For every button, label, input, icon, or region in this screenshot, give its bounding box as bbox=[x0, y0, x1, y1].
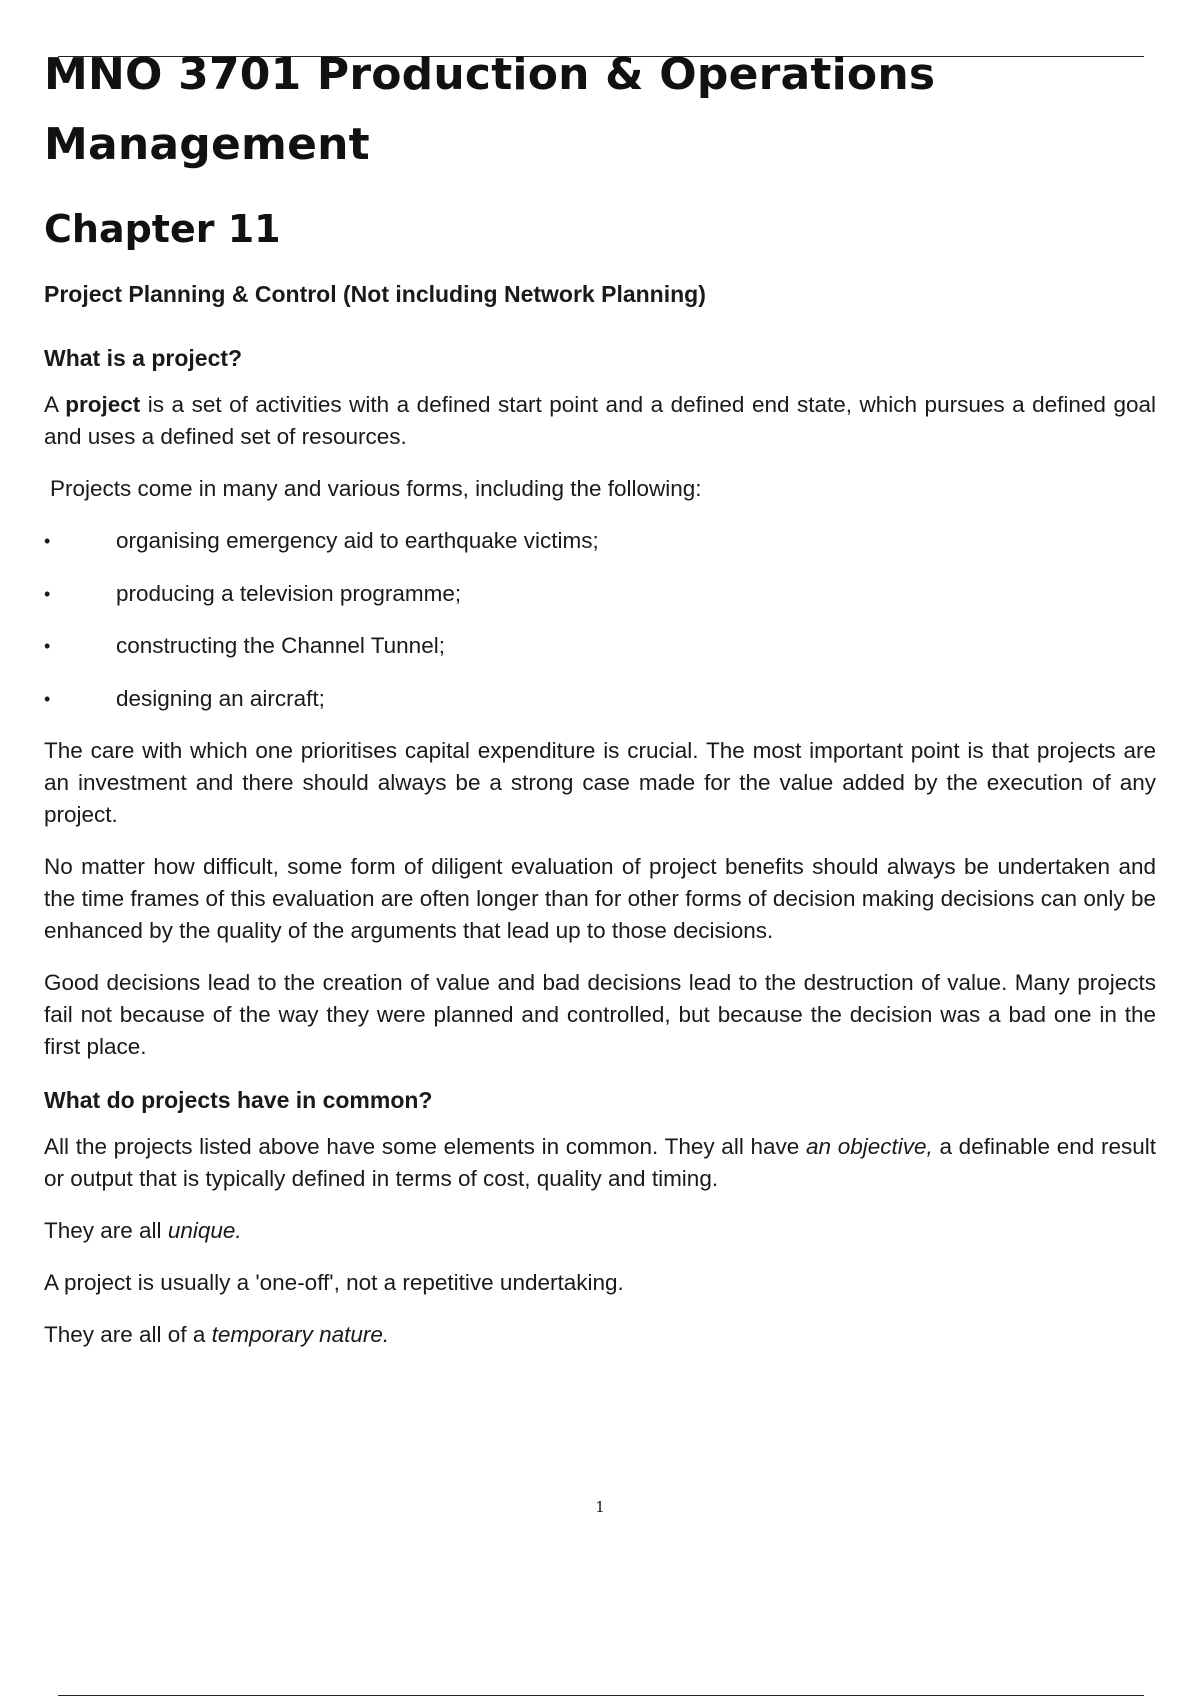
bullet-icon: • bbox=[44, 583, 51, 604]
section-heading-what-is-project: What is a project? bbox=[44, 345, 243, 371]
list-item: • organising emergency aid to earthquake victims; bbox=[44, 525, 1156, 557]
project-term: project bbox=[65, 392, 141, 417]
footer-rule bbox=[58, 1695, 1144, 1696]
chapter-subtitle: Project Planning & Control (Not including Network Planning) bbox=[44, 281, 706, 307]
bullet-icon: • bbox=[44, 688, 51, 709]
list-item: • producing a television programme; bbox=[44, 578, 1156, 610]
paragraph-unique: They are all unique. bbox=[44, 1217, 242, 1243]
title-line-2: Management bbox=[44, 119, 370, 170]
document-page bbox=[44, 40, 1156, 1351]
page-number: 1 bbox=[595, 1498, 605, 1516]
project-definition: A project is a set of activities with a defined start point and a defined end state, which pursues a defined goal and uses a defined set of resources. bbox=[44, 392, 1156, 449]
bullet-icon: • bbox=[44, 531, 51, 551]
chapter-heading: Chapter 11 bbox=[44, 207, 281, 251]
project-examples-list bbox=[44, 525, 1156, 715]
paragraph-evaluation: No matter how difficult, some form of diligent evaluation of project benefits should always be undertaken and the time frames of this evaluation are often longer than for other forms of decision making decisions can only be enhanced by the quality of the arguments that lead up to those decisions. bbox=[44, 853, 1156, 943]
list-item: • designing an aircraft; bbox=[44, 683, 1156, 715]
list-item: • constructing the Channel Tunnel; bbox=[44, 630, 1156, 662]
title-line-1: MNO 3701 Production & Operations bbox=[44, 49, 936, 100]
section-heading-common: What do projects have in common? bbox=[44, 1086, 433, 1113]
paragraph-temporary: They are all of a temporary nature. bbox=[44, 1321, 390, 1347]
paragraph-capital-expenditure: The care with which one prioritises capital expenditure is crucial. The most important point is that projects are an investment and there should always be a strong case made for the value added by the execution of any project. bbox=[44, 737, 1156, 827]
paragraph-decisions: Good decisions lead to the creation of value and bad decisions lead to the destruction of value. Many projects fail not because of the way they were planned and controlled, but because the decision was a bad one in the first place. bbox=[44, 969, 1156, 1059]
document-title bbox=[44, 40, 1156, 180]
paragraph-objective: All the projects listed above have some elements in common. They all have an objective, a definable end result or output that is typically defined in terms of cost, quality and timing. bbox=[44, 1133, 1156, 1191]
bullet-icon: • bbox=[44, 636, 51, 656]
forms-intro: Projects come in many and various forms, including the following: bbox=[50, 476, 702, 501]
paragraph-one-off: A project is usually a 'one-off', not a repetitive undertaking. bbox=[44, 1269, 624, 1295]
